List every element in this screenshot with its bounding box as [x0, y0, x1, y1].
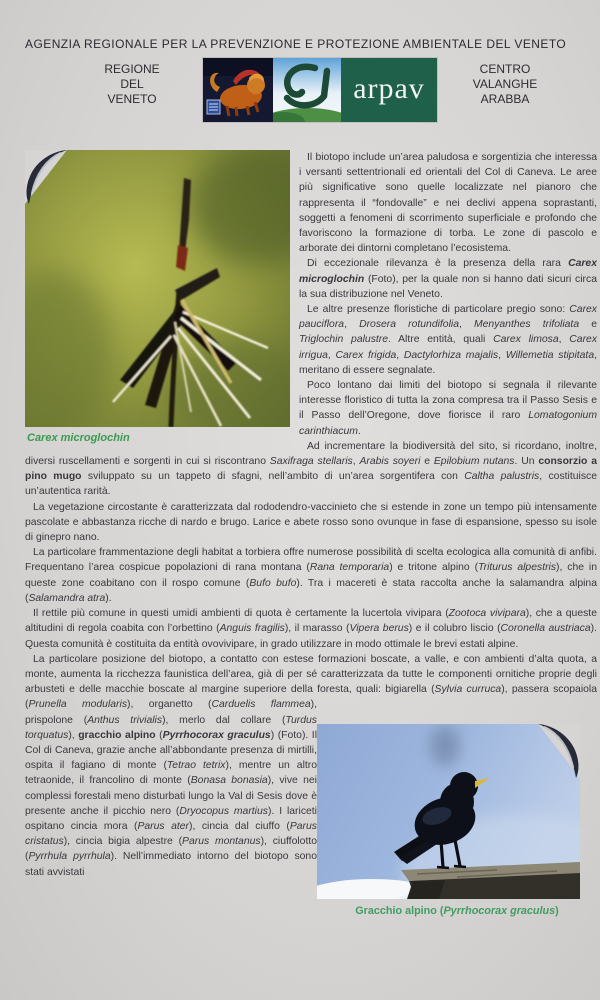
paragraph: Poco lontano dai limiti del biotopo si segnala il rilevante interesse floristico di tutta la zona compresa tra il Passo Sesis e il Passo dell’Oregone, dove fiorisce il raro Lomatogonium carinthiacum.	[299, 380, 597, 437]
paragraph: Il biotopo include un’area paludosa e sorgentizia che interessa i versanti settentrionali ed orientali del Col di Caneva. Le aree più significative sono quelle localizzate nel pianoro che rappresenta il “fondovalle” e nei declivi appena soprastanti, soggetti a fenomeni di scorrimento superficiale e profondo che favoriscono la formazione di torba. Le zone di pascolo e arborate dei dintorni completano l’ecosistema.	[299, 152, 597, 255]
paragraph: Le altre presenze floristiche di particolare pregio sono: Carex pauciflora, Drosera rotundifolia, Menyanthes trifoliata e Triglochin palustre. Altre entità, quali Carex limosa, Carex irrigua, Carex frigida, Dactylorhiza majalis, Willemetia stipitata, meritano di essere segnalate.	[299, 304, 597, 376]
carex-photo	[25, 150, 290, 427]
centro-valanghe-arabba-label: CENTRO VALANGHE ARABBA	[472, 62, 538, 106]
paragraph: Il rettile più comune in questi umidi ambienti di quota è certamente la lucertola vivipara (Zootoca vivipara), che a queste altitudini di regola coabita con l’orbettino (Anguis fragilis), il marasso (Vipera berus) e il colubro liscio (Coronella austriaca). Questa comunità è costituita da entità ovovivipare, in grado utilizzare in modo ottimale le brevi estati alpine.	[25, 608, 597, 650]
paragraph: Di eccezionale rilevanza è la presenza della rara Carex microglochin (Foto), per la quale non si hanno dati sicuri circa la sua distribuzione nel Veneto.	[299, 258, 597, 300]
arpav-logo-bar	[203, 58, 437, 122]
page-title: AGENZIA REGIONALE PER LA PREVENZIONE E PROTEZIONE AMBIENTALE DEL VENETO	[25, 37, 567, 51]
chough-figure	[317, 724, 597, 919]
header	[0, 58, 600, 122]
arpav-bird-mark-icon	[273, 58, 341, 122]
regione-veneto-label: REGIONE DEL VENETO	[104, 62, 160, 106]
paragraph: La particolare posizione del biotopo, a contatto con estese formazioni boscate, a valle, e con ambienti d’alta quota, a monte, aumenta la ricchezza faunistica dell’area, già di per sé caratterizzata da tutte le componenti ornitiche proprie degli arbusteti e delle macchie boscate al margine superiore della foresta, quali: bigiarella (Sylvia curruca), passera scopaiola (Prunella modularis), organetto (Carduelis flammea), prispolone (Anthus trivialis), merlo dal collare (Turdus torquatus), gracchio alpino (Pyrrhocorax graculus) (Foto). Il Col di Caneva, grazie anche all’abbondante presenza di mirtilli, ospita il fagiano di monte (Tetrao tetrix), mentre un altro tetraonide, il francolino di monte (Bonasa bonasia), vive nei complessi forestali meno disturbati lungo la Val di Sesis dove è presente anche il picchio nero (Dryocopus martius). I lariceti ospitano cincia mora (Parus ater), cincia dal ciuffo (Parus cristatus), cincia bigia alpestre (Parus montanus), ciuffolotto (Pyrrhula pyrrhula). Nell’immediato intorno del biotopo sono stati avvistati	[25, 653, 597, 878]
paragraph: La vegetazione circostante è caratterizzata dal rododendro-vaccinieto che si estende in zone un tempo più intensamente pascolate e abbastanza ricche di nardo e brugo. Larice e abete rosso sono ovunque in fase di espansione, spesso su isole di ginepro nano.	[25, 501, 597, 544]
article-body	[25, 150, 597, 1000]
chough-photo	[317, 724, 580, 899]
paragraph: Ad incrementare la biodiversità del sito, si ricordano, inoltre, diversi ruscellamenti e sorgenti in cui si riscontrano Saxifraga stellaris, Arabis soyeri e Epilobium nutans. Un consorzio a pino mugo sviluppato su un tappeto di sfagni, nell’ambito di un’area sorgentifera con Caltha palustris, costituisce un’autentica rarità.	[25, 440, 597, 498]
arpav-wordmark: arpav	[341, 58, 437, 122]
paragraph: La particolare frammentazione degli habitat a torbiera offre numerose possibilità di scelta ecologica alla comunità di anfibi. Frequentano l’area cospicue popolazioni di rana montana (Rana temporaria) e tritone alpino (Triturus alpestris), che in queste zone coabitano con il rospo comune (Bufo bufo). Tra i macereti è stata raccolta anche la salamandra alpina (Salamandra atra).	[25, 547, 597, 604]
venetian-lion-icon	[203, 58, 273, 122]
carex-caption: Carex microglochin	[27, 432, 130, 444]
chough-caption: Gracchio alpino (Pyrrhocorax graculus)	[355, 904, 559, 917]
carex-figure	[25, 150, 290, 446]
